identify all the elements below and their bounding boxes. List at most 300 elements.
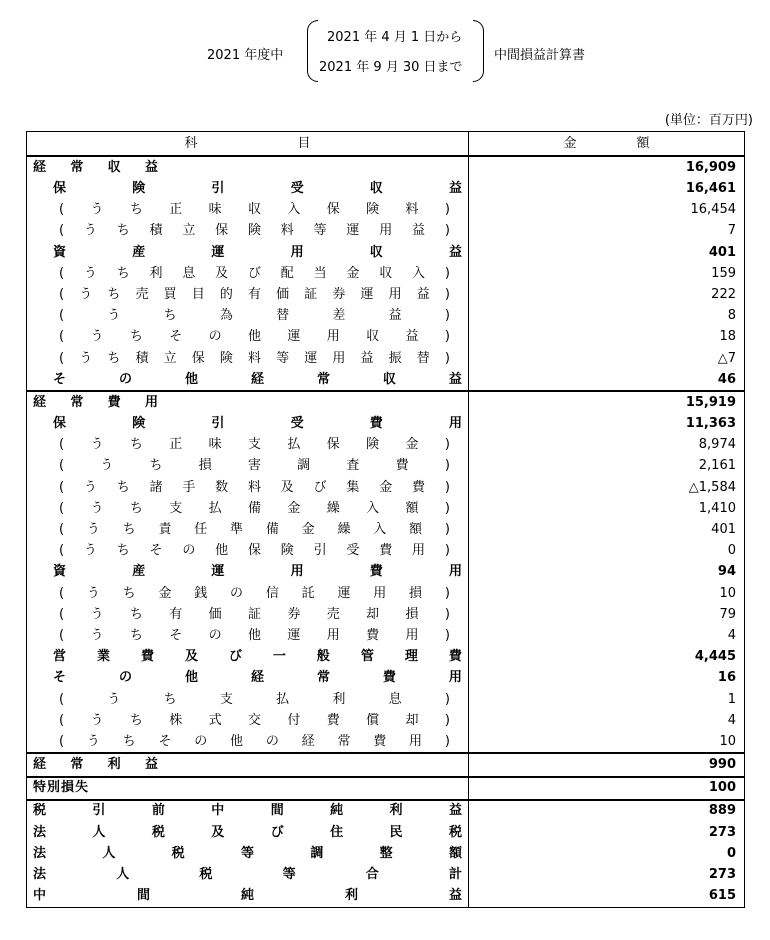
label-char: 用 xyxy=(409,733,423,749)
table-row xyxy=(27,477,745,498)
label-char: の xyxy=(182,543,196,559)
label-char: 用 xyxy=(326,329,340,345)
label-char: 償 xyxy=(366,712,380,728)
label-char: 他 xyxy=(230,733,244,749)
label-char: ( xyxy=(59,265,65,281)
label-char: 息 xyxy=(388,691,402,707)
label-char: 備 xyxy=(265,522,279,537)
label-char: 費 xyxy=(107,394,121,410)
label-char: 金 xyxy=(379,479,393,495)
row-label xyxy=(27,886,469,908)
label-char: ち xyxy=(107,286,121,302)
label-char: の xyxy=(118,371,132,387)
row-amount: 16,461 xyxy=(469,178,745,199)
label-char: そ xyxy=(53,371,67,387)
label-char: 調 xyxy=(297,458,311,474)
label-char: 費 xyxy=(140,649,154,665)
label-char: 正 xyxy=(169,437,183,453)
table-row xyxy=(27,604,745,625)
table-row xyxy=(27,625,745,646)
label-char: ( xyxy=(59,585,65,601)
label-char: 買 xyxy=(163,286,177,302)
label-char: 失 xyxy=(74,780,88,796)
label-char: 振 xyxy=(388,350,402,366)
label-char: 支 xyxy=(169,500,183,516)
label-char: う xyxy=(100,458,114,474)
label-char: ( xyxy=(59,500,65,516)
label-char: ち xyxy=(116,479,130,495)
label-char: 用 xyxy=(448,670,462,686)
table-row xyxy=(27,306,745,327)
label-char: 入 xyxy=(412,265,426,281)
row-label xyxy=(27,178,469,199)
label-char: 売 xyxy=(135,286,149,302)
row-label xyxy=(27,668,469,689)
table-row xyxy=(27,221,745,242)
label-char: 運 xyxy=(304,350,318,366)
label-char: 純 xyxy=(330,803,344,819)
label-char: 却 xyxy=(366,606,380,622)
label-char: 味 xyxy=(208,437,222,453)
label-char: 引 xyxy=(92,803,106,819)
table-row xyxy=(27,731,745,753)
label-char: 計 xyxy=(448,867,462,883)
label-char: 額 xyxy=(409,522,423,537)
label-char: 入 xyxy=(366,500,380,516)
label-char: う xyxy=(86,522,100,537)
row-amount: 990 xyxy=(469,753,745,776)
label-char: 特 xyxy=(33,780,47,796)
label-char: ち xyxy=(129,606,143,622)
label-char: 額 xyxy=(405,500,419,516)
label-char: 引 xyxy=(211,181,225,196)
row-amount: 4 xyxy=(469,710,745,731)
label-char: 理 xyxy=(404,649,418,665)
label-char: ち xyxy=(107,350,121,366)
label-char: 為 xyxy=(219,308,233,324)
label-char: 他 xyxy=(184,670,198,686)
row-amount: 0 xyxy=(469,843,745,864)
row-amount: 222 xyxy=(469,284,745,305)
label-char: ( xyxy=(59,522,65,537)
income-statement-table xyxy=(26,131,745,908)
row-amount: 16 xyxy=(469,668,745,689)
label-char: ち xyxy=(116,543,130,559)
table-row xyxy=(27,284,745,305)
column-header-amount-1: 金 xyxy=(563,135,577,151)
label-char: 損 xyxy=(198,458,212,474)
label-char: 及 xyxy=(184,649,198,665)
label-char: 受 xyxy=(290,416,304,432)
label-char: 用 xyxy=(412,543,426,559)
label-char: 積 xyxy=(149,223,163,239)
row-amount: 4,445 xyxy=(469,647,745,668)
label-char: ) xyxy=(444,733,450,749)
label-char: 任 xyxy=(194,522,208,537)
label-char: そ xyxy=(169,627,183,643)
label-char: 業 xyxy=(96,649,110,665)
row-amount: 8 xyxy=(469,306,745,327)
table-row xyxy=(27,562,745,583)
table-row xyxy=(27,242,745,263)
unit-label: (単位：百万円) xyxy=(664,113,753,128)
row-label xyxy=(27,689,469,710)
label-char: ち xyxy=(129,437,143,453)
label-char: 価 xyxy=(208,606,222,622)
label-char: 別 xyxy=(46,780,60,796)
label-char: 等 xyxy=(240,845,254,861)
table-row xyxy=(27,178,745,199)
label-char: 払 xyxy=(208,500,222,516)
label-char: 支 xyxy=(247,437,261,453)
row-label xyxy=(27,391,469,413)
label-char: ) xyxy=(444,543,450,559)
label-char: 料 xyxy=(280,223,294,239)
label-char: び xyxy=(228,649,242,665)
row-amount: 10 xyxy=(469,731,745,753)
label-char: 間 xyxy=(270,803,284,819)
row-label xyxy=(27,369,469,391)
label-char: 積 xyxy=(135,350,149,366)
table-row xyxy=(27,689,745,710)
row-amount: 16,909 xyxy=(469,156,745,178)
label-char: 替 xyxy=(416,350,430,366)
label-char: 保 xyxy=(326,437,340,453)
row-label xyxy=(27,263,469,284)
row-amount: 8,974 xyxy=(469,435,745,456)
label-char: 及 xyxy=(215,265,229,281)
label-char: 払 xyxy=(276,691,290,707)
label-char: 保 xyxy=(215,223,229,239)
label-char: 責 xyxy=(158,522,172,537)
label-char: 等 xyxy=(282,867,296,883)
label-char: 等 xyxy=(276,350,290,366)
label-char: 立 xyxy=(163,350,177,366)
label-char: 中 xyxy=(33,888,47,904)
label-char: 収 xyxy=(379,265,393,281)
label-char: 株 xyxy=(169,712,183,728)
label-char: 常 xyxy=(316,670,330,686)
label-char: 利 xyxy=(332,691,346,707)
row-label xyxy=(27,864,469,885)
label-char: う xyxy=(86,585,100,601)
label-char: 常 xyxy=(337,733,351,749)
label-char: の xyxy=(208,627,222,643)
row-label xyxy=(27,435,469,456)
label-char: 料 xyxy=(247,350,261,366)
label-char: 運 xyxy=(360,286,374,302)
label-char: 税 xyxy=(199,867,213,883)
label-char: う xyxy=(79,350,93,366)
label-char: 利 xyxy=(149,265,163,281)
label-char: 資 xyxy=(53,244,67,260)
label-char: 差 xyxy=(332,308,346,324)
label-char: ち xyxy=(122,733,136,749)
row-label xyxy=(27,200,469,221)
table-row xyxy=(27,800,745,822)
row-label xyxy=(27,710,469,731)
label-char: 用 xyxy=(405,627,419,643)
label-char: 費 xyxy=(366,627,380,643)
table-row xyxy=(27,327,745,348)
label-char: 益 xyxy=(416,286,430,302)
label-char: 付 xyxy=(287,712,301,728)
label-char: 益 xyxy=(448,181,462,196)
label-char: 用 xyxy=(373,585,387,601)
label-char: 合 xyxy=(365,867,379,883)
row-amount: 46 xyxy=(469,369,745,391)
row-label xyxy=(27,541,469,562)
row-label xyxy=(27,800,469,822)
label-char: そ xyxy=(53,670,67,686)
label-char: 受 xyxy=(290,181,304,196)
label-char: ) xyxy=(444,223,450,239)
label-char: 集 xyxy=(346,479,360,495)
label-char: 純 xyxy=(240,888,254,904)
label-char: 常 xyxy=(70,159,84,175)
label-char: 税 xyxy=(171,845,185,861)
label-char: 中 xyxy=(211,803,225,819)
label-char: ) xyxy=(444,308,450,324)
label-char: ) xyxy=(444,479,450,495)
label-char: 整 xyxy=(379,845,393,861)
label-char: 保 xyxy=(53,181,67,196)
label-char: 常 xyxy=(70,394,84,410)
label-char: ( xyxy=(59,733,65,749)
row-label xyxy=(27,604,469,625)
table-row xyxy=(27,263,745,284)
label-char: う xyxy=(83,223,97,239)
row-amount: 18 xyxy=(469,327,745,348)
table-row xyxy=(27,200,745,221)
label-char: 般 xyxy=(316,649,330,665)
label-char: 準 xyxy=(230,522,244,537)
row-label xyxy=(27,647,469,668)
label-char: 常 xyxy=(316,371,330,387)
column-header-item-2: 目 xyxy=(297,135,311,151)
row-label xyxy=(27,456,469,477)
label-char: 額 xyxy=(448,845,462,861)
label-char: 却 xyxy=(405,712,419,728)
label-char: 調 xyxy=(310,845,324,861)
label-char: う xyxy=(79,286,93,302)
label-char: 手 xyxy=(182,479,196,495)
label-char: 繰 xyxy=(337,522,351,537)
label-char: 目 xyxy=(191,286,205,302)
label-char: 味 xyxy=(208,202,222,218)
label-char: 益 xyxy=(144,757,158,773)
row-amount: 615 xyxy=(469,886,745,908)
label-char: 価 xyxy=(276,286,290,302)
label-char: う xyxy=(83,265,97,281)
row-label xyxy=(27,284,469,305)
label-char: う xyxy=(90,437,104,453)
label-char: 一 xyxy=(272,649,286,665)
label-char: 法 xyxy=(33,824,47,840)
label-char: ) xyxy=(444,202,450,218)
row-amount: 15,919 xyxy=(469,391,745,413)
column-header-item-1: 科 xyxy=(184,135,198,151)
row-label xyxy=(27,413,469,434)
label-char: 用 xyxy=(448,416,462,432)
row-label xyxy=(27,519,469,540)
label-char: 利 xyxy=(344,888,358,904)
label-char: び xyxy=(270,824,284,840)
label-char: ( xyxy=(59,437,65,453)
label-char: 収 xyxy=(107,159,121,175)
left-bracket xyxy=(307,20,318,82)
row-label xyxy=(27,625,469,646)
label-char: 費 xyxy=(369,416,383,432)
label-char: 害 xyxy=(247,458,261,474)
label-char: 等 xyxy=(313,223,327,239)
label-char: 証 xyxy=(304,286,318,302)
label-char: の xyxy=(194,733,208,749)
label-char: 費 xyxy=(412,479,426,495)
label-char: 正 xyxy=(169,202,183,218)
row-amount: 1,410 xyxy=(469,498,745,519)
label-char: 利 xyxy=(107,757,121,773)
label-char: 経 xyxy=(250,371,264,387)
label-char: ) xyxy=(444,265,450,281)
table-row xyxy=(27,583,745,604)
label-char: う xyxy=(107,691,121,707)
label-char: 経 xyxy=(33,159,47,175)
label-char: び xyxy=(313,479,327,495)
row-amount: △7 xyxy=(469,348,745,369)
label-char: 運 xyxy=(287,329,301,345)
label-char: 料 xyxy=(405,202,419,218)
column-header-amount-2: 額 xyxy=(636,135,650,151)
column-header-item xyxy=(27,132,469,157)
table-row xyxy=(27,647,745,668)
row-label xyxy=(27,306,469,327)
label-char: 売 xyxy=(326,606,340,622)
label-char: 用 xyxy=(290,244,304,260)
label-char: ) xyxy=(444,286,450,302)
label-char: 運 xyxy=(346,223,360,239)
label-char: 諸 xyxy=(149,479,163,495)
label-char: 費 xyxy=(448,649,462,665)
label-char: 交 xyxy=(247,712,261,728)
row-amount: 10 xyxy=(469,583,745,604)
table-row xyxy=(27,519,745,540)
label-char: 費 xyxy=(373,733,387,749)
label-char: ち xyxy=(129,500,143,516)
right-bracket xyxy=(473,20,484,82)
label-char: 有 xyxy=(247,286,261,302)
label-char: 費 xyxy=(326,712,340,728)
label-char: う xyxy=(90,500,104,516)
label-char: 他 xyxy=(247,627,261,643)
label-char: 益 xyxy=(360,350,374,366)
label-char: ( xyxy=(59,712,65,728)
label-char: う xyxy=(90,329,104,345)
table-row xyxy=(27,541,745,562)
row-label xyxy=(27,498,469,519)
label-char: 険 xyxy=(366,202,380,218)
label-char: の xyxy=(208,329,222,345)
label-char: 産 xyxy=(132,564,146,580)
label-char: 及 xyxy=(211,824,225,840)
row-label xyxy=(27,583,469,604)
label-char: 険 xyxy=(247,223,261,239)
table-row xyxy=(27,777,745,800)
label-char: 用 xyxy=(388,286,402,302)
label-char: 及 xyxy=(280,479,294,495)
label-char: ) xyxy=(444,329,450,345)
label-char: 益 xyxy=(448,244,462,260)
label-char: ( xyxy=(59,606,65,622)
row-amount: 2,161 xyxy=(469,456,745,477)
label-char: ち xyxy=(163,691,177,707)
label-char: ) xyxy=(444,458,450,474)
label-char: 券 xyxy=(332,286,346,302)
label-char: ( xyxy=(59,223,65,239)
label-char: ) xyxy=(444,712,450,728)
label-char: ) xyxy=(444,606,450,622)
row-label xyxy=(27,156,469,178)
label-char: 用 xyxy=(379,223,393,239)
label-char: そ xyxy=(149,543,163,559)
row-label xyxy=(27,731,469,753)
label-char: ち xyxy=(116,265,130,281)
table-row xyxy=(27,822,745,843)
label-char: 料 xyxy=(247,479,261,495)
label-char: 経 xyxy=(301,733,315,749)
period-to: 2021 年 9 月 30 日まで xyxy=(319,60,463,75)
row-amount: 79 xyxy=(469,604,745,625)
row-amount: 159 xyxy=(469,263,745,284)
label-char: 経 xyxy=(33,757,47,773)
row-amount: 273 xyxy=(469,822,745,843)
label-char: 収 xyxy=(369,181,383,196)
label-char: 保 xyxy=(191,350,205,366)
label-char: う xyxy=(107,308,121,324)
label-char: ( xyxy=(59,627,65,643)
table-row xyxy=(27,843,745,864)
label-char: ち xyxy=(163,308,177,324)
label-char: 税 xyxy=(33,803,47,819)
label-char: 信 xyxy=(265,585,279,601)
label-char: そ xyxy=(169,329,183,345)
label-char: 保 xyxy=(53,416,67,432)
label-char: ち xyxy=(122,585,136,601)
label-char: 替 xyxy=(276,308,290,324)
label-char: 間 xyxy=(136,888,150,904)
label-char: 経 xyxy=(250,670,264,686)
label-char: 金 xyxy=(287,500,301,516)
label-char: ち xyxy=(129,329,143,345)
label-char: 経 xyxy=(33,394,47,410)
label-char: 益 xyxy=(412,223,426,239)
label-char: 損 xyxy=(405,606,419,622)
label-char: 当 xyxy=(313,265,327,281)
label-char: 税 xyxy=(151,824,165,840)
label-char: ) xyxy=(444,522,450,537)
label-char: ち xyxy=(129,712,143,728)
label-char: の xyxy=(230,585,244,601)
label-char: 券 xyxy=(287,606,301,622)
label-char: ち xyxy=(129,202,143,218)
table-row xyxy=(27,348,745,369)
table-row xyxy=(27,864,745,885)
label-char: 引 xyxy=(211,416,225,432)
table-row xyxy=(27,753,745,776)
table-row xyxy=(27,156,745,178)
statement-title: 中間損益計算書 xyxy=(494,48,586,63)
label-char: 民 xyxy=(389,824,403,840)
